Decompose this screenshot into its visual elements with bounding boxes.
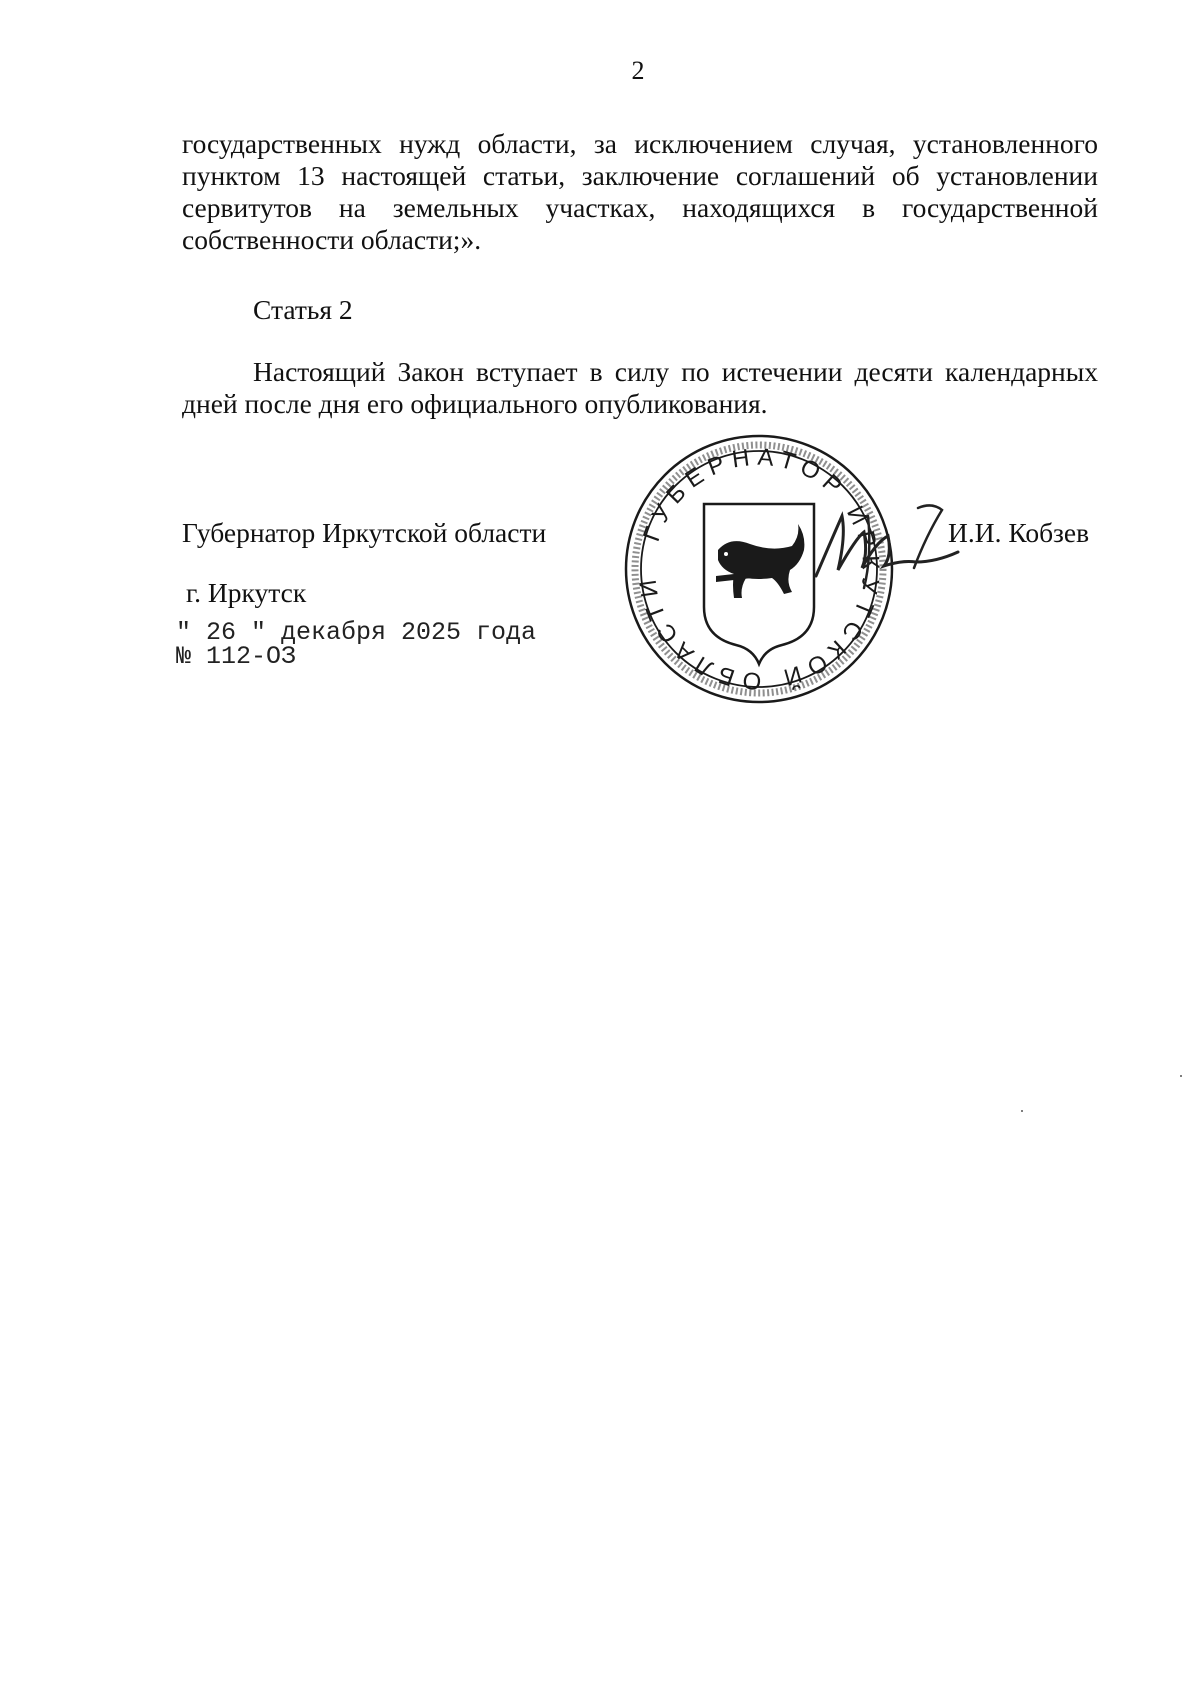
paragraph-effective-date	[182, 356, 1098, 420]
signing-date: " 26 " декабря 2025 года	[176, 618, 537, 647]
page-number: 2	[631, 56, 645, 85]
paragraph-continuation	[182, 128, 1098, 256]
handwritten-signature	[808, 496, 968, 596]
paragraph-line: Настоящий Закон вступает в силу по истечении десяти календарных	[253, 356, 1098, 387]
place-of-signing: г. Иркутск	[186, 577, 307, 608]
article-heading: Статья 2	[253, 294, 353, 325]
coat-of-arms-shield	[704, 504, 814, 664]
seal-text: ГУБЕРНАТОР ИРКУТСКОЙ ОБЛАСТИ	[633, 443, 885, 695]
paragraph-line: собственности области;».	[182, 224, 482, 255]
scan-speck	[1021, 1110, 1023, 1112]
governor-title: Губернатор Иркутской области	[182, 517, 547, 548]
scan-speck	[1180, 1075, 1182, 1077]
babr-emblem-icon	[716, 524, 804, 598]
law-number: № 112-ОЗ	[176, 642, 297, 671]
governor-name: И.И. Кобзев	[948, 517, 1090, 548]
paragraph-line: государственных нужд области, за исключением случая, установленного	[182, 128, 1098, 159]
paragraph-line: сервитутов на земельных участках, находящихся в государственной	[182, 192, 1098, 223]
paragraph-line: дней после дня его официального опубликования.	[182, 388, 768, 419]
paragraph-line: пунктом 13 настоящей статьи, заключение соглашений об установлении	[182, 160, 1098, 191]
